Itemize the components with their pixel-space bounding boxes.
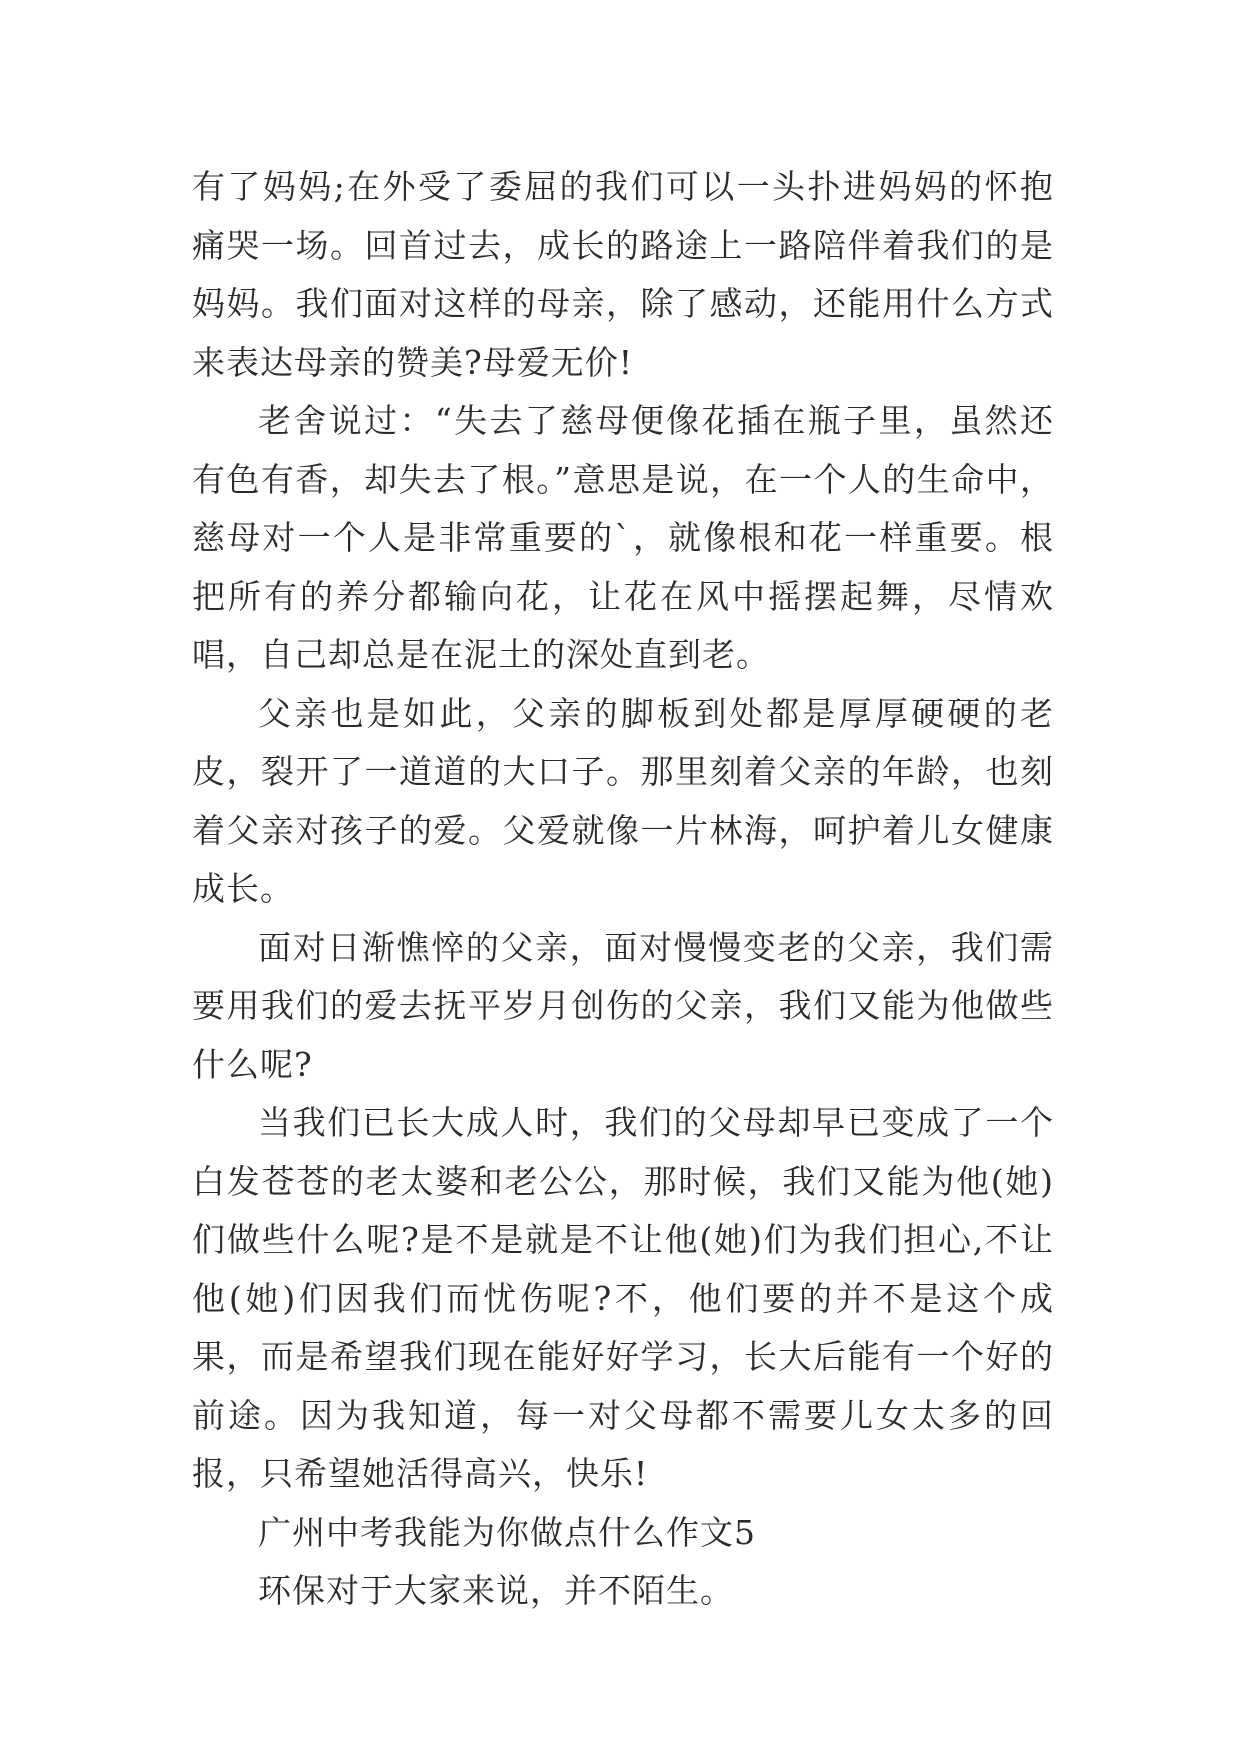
paragraph-environment: 环保对于大家来说，并不陌生。 bbox=[258, 1571, 734, 1610]
paragraph-mother-embrace: 有了妈妈;在外受了委屈的我们可以一头扑进妈妈的怀抱痛哭一场。回首过去，成长的路途上一路陪伴着我们的是妈妈。我们面对这样的母亲，除了感动，还能用什么方式来表达母亲的赞美?母爱无价! bbox=[192, 167, 1054, 382]
essay-title: 广州中考我能为你做点什么作文5 bbox=[258, 1512, 756, 1552]
paragraph-parents-hope: 当我们已长大成人时，我们的父母却早已变成了一个白发苍苍的老太婆和老公公，那时候，我们又能为他(她)们做些什么呢?是不是就是不让他(她)们为我们担心,不让他(她)们因我们而忧伤呢?不，他们要的并不是这个成果，而是希望我们现在能好好学习，长大后能有一个好的前途。因为我知道，每一对父母都不需要儿女太多的回报，只希望她活得高兴，快乐! bbox=[192, 1103, 1054, 1493]
document-body bbox=[192, 158, 1054, 1621]
paragraph-laoshe-quote: 老舍说过：“失去了慈母便像花插在瓶子里，虽然还有色有香，却失去了根。”意思是说，在一个人的生命中，慈母对一个人是非常重要的`，就像根和花一样重要。根把所有的养分都输向花，让花在风中摇摆起舞，尽情欢唱，自己却总是在泥土的深处直到老。 bbox=[192, 401, 1054, 674]
paragraph-father-feet: 父亲也是如此，父亲的脚板到处都是厚厚硬硬的老皮，裂开了一道道的大口子。那里刻着父亲的年龄，也刻着父亲对孩子的爱。父爱就像一片林海，呵护着儿女健康成长。 bbox=[192, 693, 1054, 908]
paragraph-aging-father: 面对日渐憔悴的父亲，面对慢慢变老的父亲，我们需要用我们的爱去抚平岁月创伤的父亲，我们又能为他做些什么呢? bbox=[192, 927, 1054, 1084]
